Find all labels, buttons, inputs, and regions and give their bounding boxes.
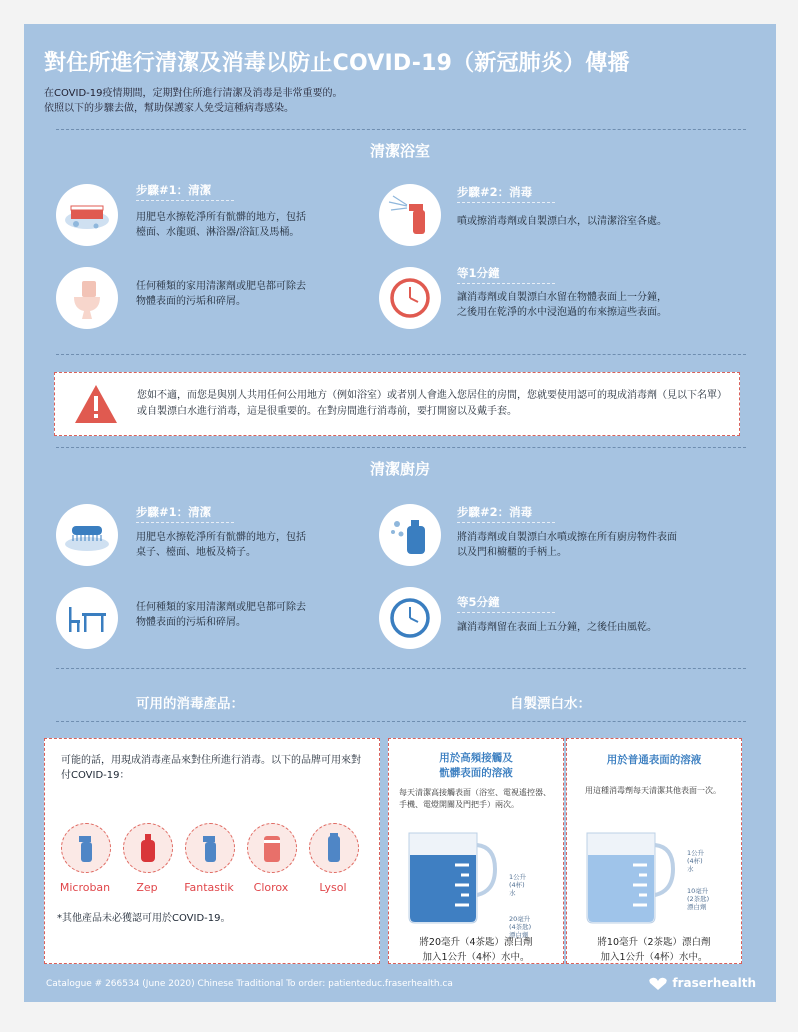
text-line: (4杯)	[687, 857, 703, 865]
bathroom-wait-title: 等1分鐘	[457, 266, 500, 280]
heart-logo-icon	[648, 977, 668, 991]
text-line: 骯髒表面的溶液	[439, 767, 513, 779]
clock-icon	[379, 587, 441, 649]
kitchen-step2-text	[457, 530, 677, 560]
water-amount-label	[687, 849, 704, 873]
kitchen-step1-text	[136, 530, 306, 560]
spray-bottle-icon	[185, 823, 235, 873]
bathroom-step1-title: 步驟#1：清潔	[136, 183, 212, 197]
text-line: 將20毫升（4茶匙）漂白劑	[419, 937, 533, 948]
intro-line-1: 在COVID-19疫情期間，定期對住所進行清潔及消毒是非常重要的。	[44, 88, 343, 99]
bleach-normal-desc: 用這種消毒劑每天清潔其他表面一次。	[585, 786, 721, 795]
bleach-normal-box	[566, 738, 742, 964]
spray-bottle-icon	[379, 184, 441, 246]
products-heading: 可用的消毒產品：	[136, 696, 244, 712]
products-note: *其他產品未必獲認可用於COVID-19。	[57, 913, 231, 924]
fraserhealth-logo	[648, 976, 756, 991]
bleach-high-title	[389, 751, 563, 781]
table-chair-icon	[56, 587, 118, 649]
footer-catalogue: Catalogue # 266534 (June 2020) Chinese Traditional To order: patienteduc.fraserhealth.ca	[46, 979, 453, 989]
product-label: Lysol	[319, 881, 347, 894]
divider	[457, 283, 555, 284]
bleach-high-desc: 每天清潔高接觸表面（浴室、電視遙控器、手機、電燈開關及門把手）兩次。	[399, 788, 551, 809]
text-line: 用肥皂水擦乾淨所有骯髒的地方，包括	[136, 532, 306, 543]
kitchen-wait-title: 等5分鐘	[457, 595, 500, 609]
text-line: 水	[687, 865, 694, 873]
bathroom-step1-text	[136, 210, 306, 240]
bleach-heading: 自製漂白水：	[510, 696, 591, 712]
wipes-canister-icon	[247, 823, 297, 873]
text-line: 10毫升	[687, 887, 709, 895]
product-label: Fantastik	[184, 881, 234, 894]
product-label: Microban	[59, 881, 111, 894]
logo-text: fraserhealth	[672, 976, 756, 990]
kitchen-step2-title: 步驟#2：消毒	[457, 505, 533, 519]
bleach-normal-title: 用於普通表面的溶液	[606, 754, 702, 766]
bathroom-wait-text	[457, 290, 667, 320]
warning-text: 您如不適，而您是與別人共用任何公用地方（例如浴室）或者別人會進入您居住的房間，您就要使用認可的現成消毒劑（見以下名單）或自製漂白水進行消毒，這是很重要的。在對房間進行消毒前，要打開窗以及戴手套。	[137, 390, 727, 417]
warning-icon	[73, 383, 119, 425]
intro-text	[44, 86, 343, 116]
text-line: 物體表面的污垢和碎屑。	[136, 617, 246, 628]
text-line: 之後用在乾淨的水中浸泡過的布來擦這些表面。	[457, 307, 667, 318]
bathroom-note-text	[136, 279, 306, 309]
text-line: 讓消毒劑或自製漂白水留在物體表面上一分鐘，	[457, 292, 667, 303]
divider	[136, 522, 234, 523]
text-line: 任何種類的家用清潔劑或肥皂都可除去	[136, 281, 306, 292]
warning-box	[54, 372, 740, 436]
text-line: 任何種類的家用清潔劑或肥皂都可除去	[136, 602, 306, 613]
spray-bottle-icon	[61, 823, 111, 873]
bleach-normal-mix	[567, 935, 741, 965]
text-line: 漂白劑	[509, 931, 529, 939]
text-line: 漂白劑	[687, 903, 707, 911]
divider	[136, 200, 234, 201]
intro-line-2: 依照以下的步驟去做，幫助保護家人免受這種病毒感染。	[44, 103, 294, 114]
text-line: 1公升	[509, 873, 527, 881]
kitchen-heading: 清潔廚房	[369, 460, 430, 478]
products-box	[44, 738, 380, 964]
text-line: 物體表面的污垢和碎屑。	[136, 296, 246, 307]
bathroom-step2-text: 噴或擦消毒劑或自製漂白水，以清潔浴室各處。	[457, 216, 667, 227]
text-line: 1公升	[687, 849, 705, 857]
kitchen-wait-text: 讓消毒劑留在表面上五分鐘，之後任由風乾。	[457, 622, 657, 633]
sink-icon	[56, 184, 118, 246]
bleach-high-mix	[389, 935, 563, 965]
divider	[56, 129, 746, 130]
divider	[457, 202, 555, 203]
divider	[56, 721, 746, 722]
products-intro: 可能的話，用現成消毒產品來對住所進行消毒。以下的品牌可用來對付COVID-19：	[61, 755, 361, 781]
text-line: 用於高頻接觸及	[439, 752, 513, 764]
text-line: 加入1公升（4杯）水中。	[600, 952, 708, 963]
text-line: (2茶匙)	[687, 895, 710, 903]
poster	[24, 24, 776, 1002]
kitchen-step1-title: 步驟#1：清潔	[136, 505, 212, 519]
text-line: 加入1公升（4杯）水中。	[422, 952, 530, 963]
divider	[56, 354, 746, 355]
kitchen-note-text	[136, 600, 306, 630]
text-line: 用肥皂水擦乾淨所有骯髒的地方，包括	[136, 212, 306, 223]
text-line: 以及門和櫥櫃的手柄上。	[457, 547, 567, 558]
text-line: (4杯)	[509, 881, 525, 889]
water-amount-label	[509, 873, 526, 897]
bottle-icon	[123, 823, 173, 873]
text-line: 水	[509, 889, 516, 897]
text-line: 桌子、檯面、地板及椅子。	[136, 547, 256, 558]
text-line: 將消毒劑或自製漂白水噴或擦在所有廚房物件表面	[457, 532, 677, 543]
divider	[457, 612, 555, 613]
text-line: 20毫升	[509, 915, 531, 923]
page-title: 對住所進行清潔及消毒以防止COVID-19（新冠肺炎）傳播	[44, 51, 630, 76]
toilet-icon	[56, 267, 118, 329]
divider	[56, 668, 746, 669]
disinfectant-bottle-icon	[379, 504, 441, 566]
text-line: (4茶匙)	[509, 923, 532, 931]
bleach-amount-label	[687, 887, 709, 911]
measuring-jug-icon	[403, 825, 499, 925]
text-line: 檯面、水龍頭、淋浴器/浴缸及馬桶。	[136, 227, 300, 238]
measuring-jug-icon	[581, 825, 677, 925]
text-line: 將10毫升（2茶匙）漂白劑	[597, 937, 711, 948]
divider	[457, 522, 555, 523]
product-label: Zep	[136, 881, 158, 894]
bathroom-step2-title: 步驟#2：消毒	[457, 185, 533, 199]
bleach-high-touch-box	[388, 738, 564, 964]
can-icon	[309, 823, 359, 873]
clock-icon	[379, 267, 441, 329]
product-label: Clorox	[253, 881, 289, 894]
scrub-brush-icon	[56, 504, 118, 566]
bathroom-heading: 清潔浴室	[369, 142, 430, 160]
divider	[56, 447, 746, 448]
